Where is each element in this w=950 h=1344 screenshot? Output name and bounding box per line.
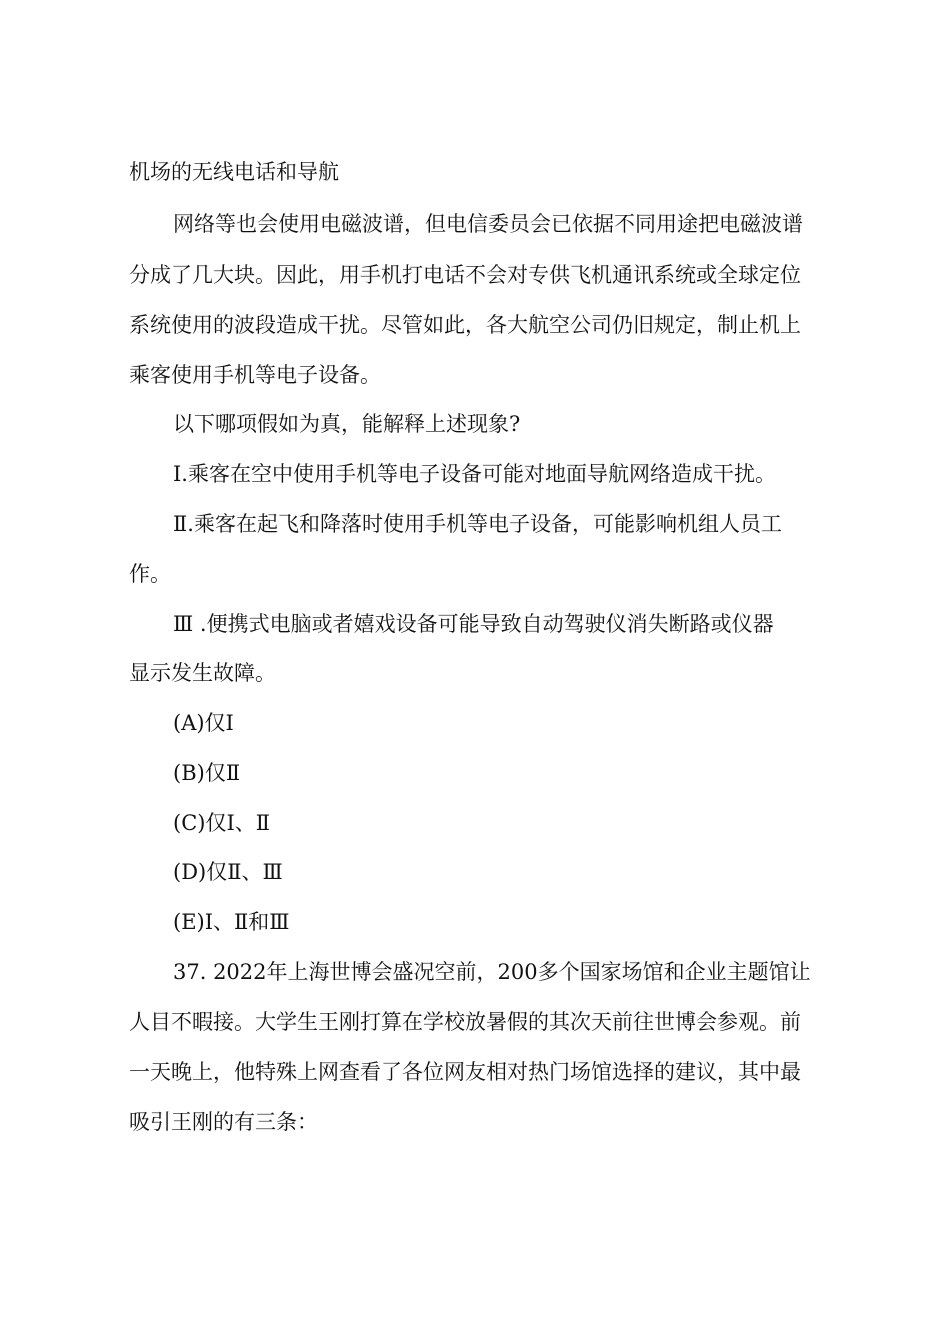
text-line: 一天晚上，他特殊上网查看了各位网友相对热门场馆选择的建议，其中最 [129, 1060, 801, 1084]
text-line: 显示发生故障。 [129, 661, 276, 685]
answer-option: (A)仅Ⅰ [173, 711, 234, 735]
answer-option: (E)Ⅰ、Ⅱ和Ⅲ [173, 910, 290, 934]
text-line: 作。 [129, 562, 171, 586]
text-line: 乘客使用手机等电子设备。 [129, 363, 381, 387]
text-line: 以下哪项假如为真，能解释上述现象? [173, 412, 521, 436]
text-line: 37. 2022年上海世博会盛况空前，200多个国家场馆和企业主题馆让 [173, 960, 811, 984]
text-line: 网络等也会使用电磁波谱，但电信委员会已依据不同用途把电磁波谱 [173, 212, 803, 236]
text-line: Ⅰ.乘客在空中使用手机等电子设备可能对地面导航网络造成干扰。 [173, 462, 776, 486]
text-line: 人目不暇接。大学生王刚打算在学校放暑假的其次天前往世博会参观。前 [129, 1010, 801, 1034]
text-line: Ⅲ .便携式电脑或者嬉戏设备可能导致自动驾驶仪消失断路或仪器 [173, 612, 774, 636]
answer-option: (B)仅Ⅱ [173, 761, 241, 785]
text-line: 系统使用的波段造成干扰。尽管如此，各大航空公司仍旧规定，制止机上 [129, 313, 801, 337]
answer-option: (C)仅Ⅰ、Ⅱ [173, 811, 271, 835]
text-line: 机场的无线电话和导航 [129, 160, 339, 184]
text-line: Ⅱ.乘客在起飞和降落时使用手机等电子设备，可能影响机组人员工 [173, 512, 782, 536]
text-line: 吸引王刚的有三条： [129, 1110, 318, 1134]
text-line: 分成了几大块。因此，用手机打电话不会对专供飞机通讯系统或全球定位 [129, 263, 801, 287]
answer-option: (D)仅Ⅱ、Ⅲ [173, 860, 283, 884]
